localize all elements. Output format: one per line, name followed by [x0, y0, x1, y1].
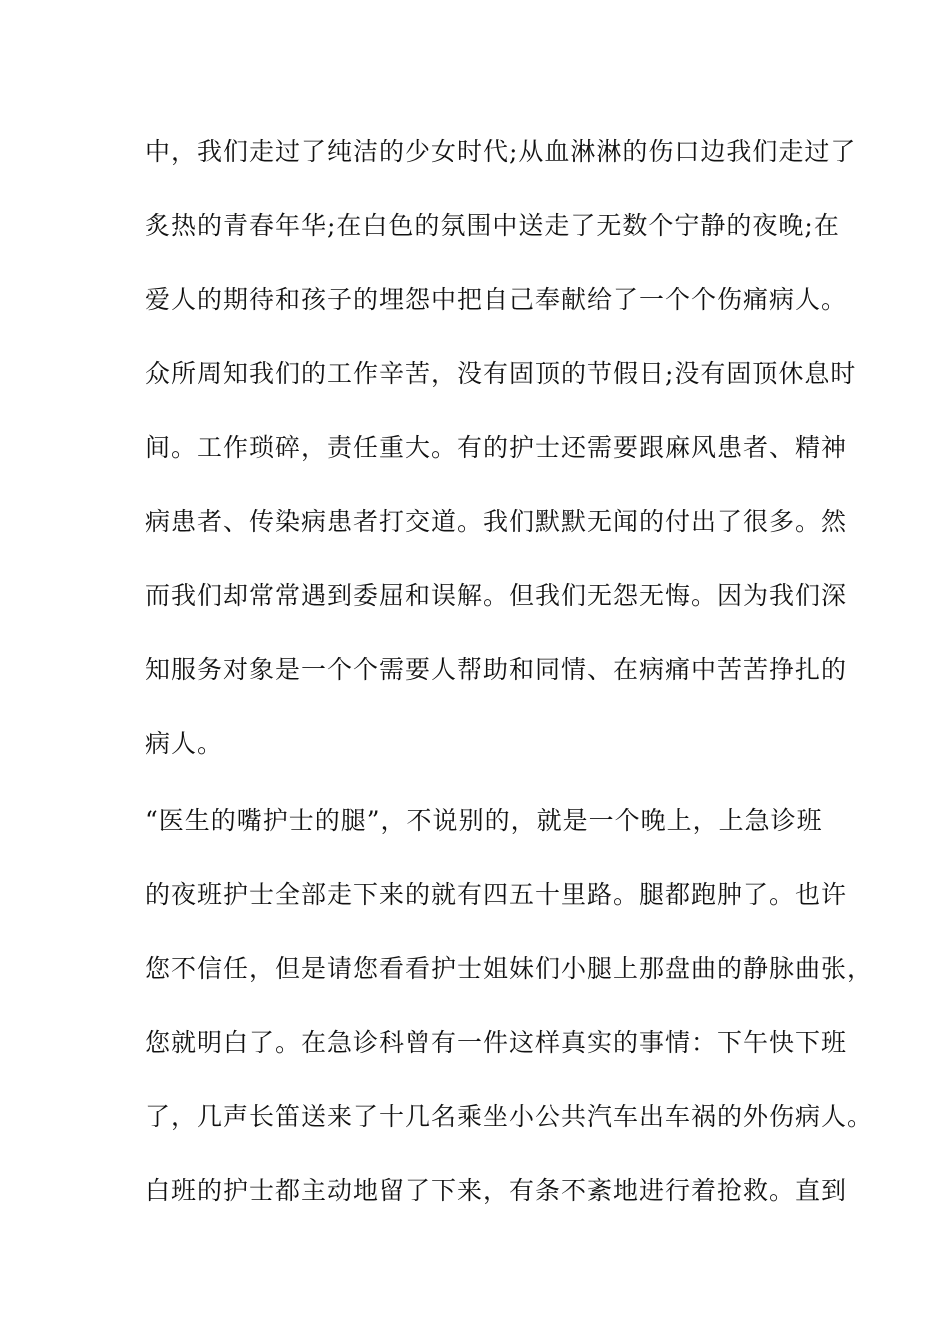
- text-line: 您就明白了。在急诊科曾有一件这样真实的事情：下午快下班: [145, 1028, 848, 1057]
- text-line: 知服务对象是一个个需要人帮助和同情、在病痛中苦苦挣扎的: [145, 655, 848, 684]
- text-line: 而我们却常常遇到委屈和误解。但我们无怨无悔。因为我们深: [145, 581, 848, 610]
- text-line: 间。工作琐碎，责任重大。有的护士还需要跟麻风患者、精神: [145, 433, 848, 462]
- text-line: 爱人的期待和孩子的埋怨中把自己奉献给了一个个伤痛病人。: [145, 285, 848, 314]
- text-line: 中，我们走过了纯洁的少女时代;从血淋淋的伤口边我们走过了: [145, 137, 857, 166]
- text-line: 白班的护士都主动地留了下来，有条不紊地进行着抢救。直到: [145, 1176, 848, 1205]
- text-line: 病人。: [145, 729, 224, 758]
- text-line: 了，几声长笛送来了十几名乘坐小公共汽车出车祸的外伤病人。: [145, 1102, 874, 1131]
- text-line: 炙热的青春年华;在白色的氛围中送走了无数个宁静的夜晚;在: [145, 211, 840, 240]
- text-line: 您不信任，但是请您看看护士姐妹们小腿上那盘曲的静脉曲张，: [145, 954, 874, 983]
- text-line: 病患者、传染病患者打交道。我们默默无闻的付出了很多。然: [145, 507, 848, 536]
- text-line: 众所周知我们的工作辛苦，没有固顶的节假日;没有固顶休息时: [145, 359, 857, 388]
- text-line: 的夜班护士全部走下来的就有四五十里路。腿都跑肿了。也许: [145, 880, 848, 909]
- text-line: “医生的嘴护士的腿”，不说别的，就是一个晚上，上急诊班: [145, 806, 823, 835]
